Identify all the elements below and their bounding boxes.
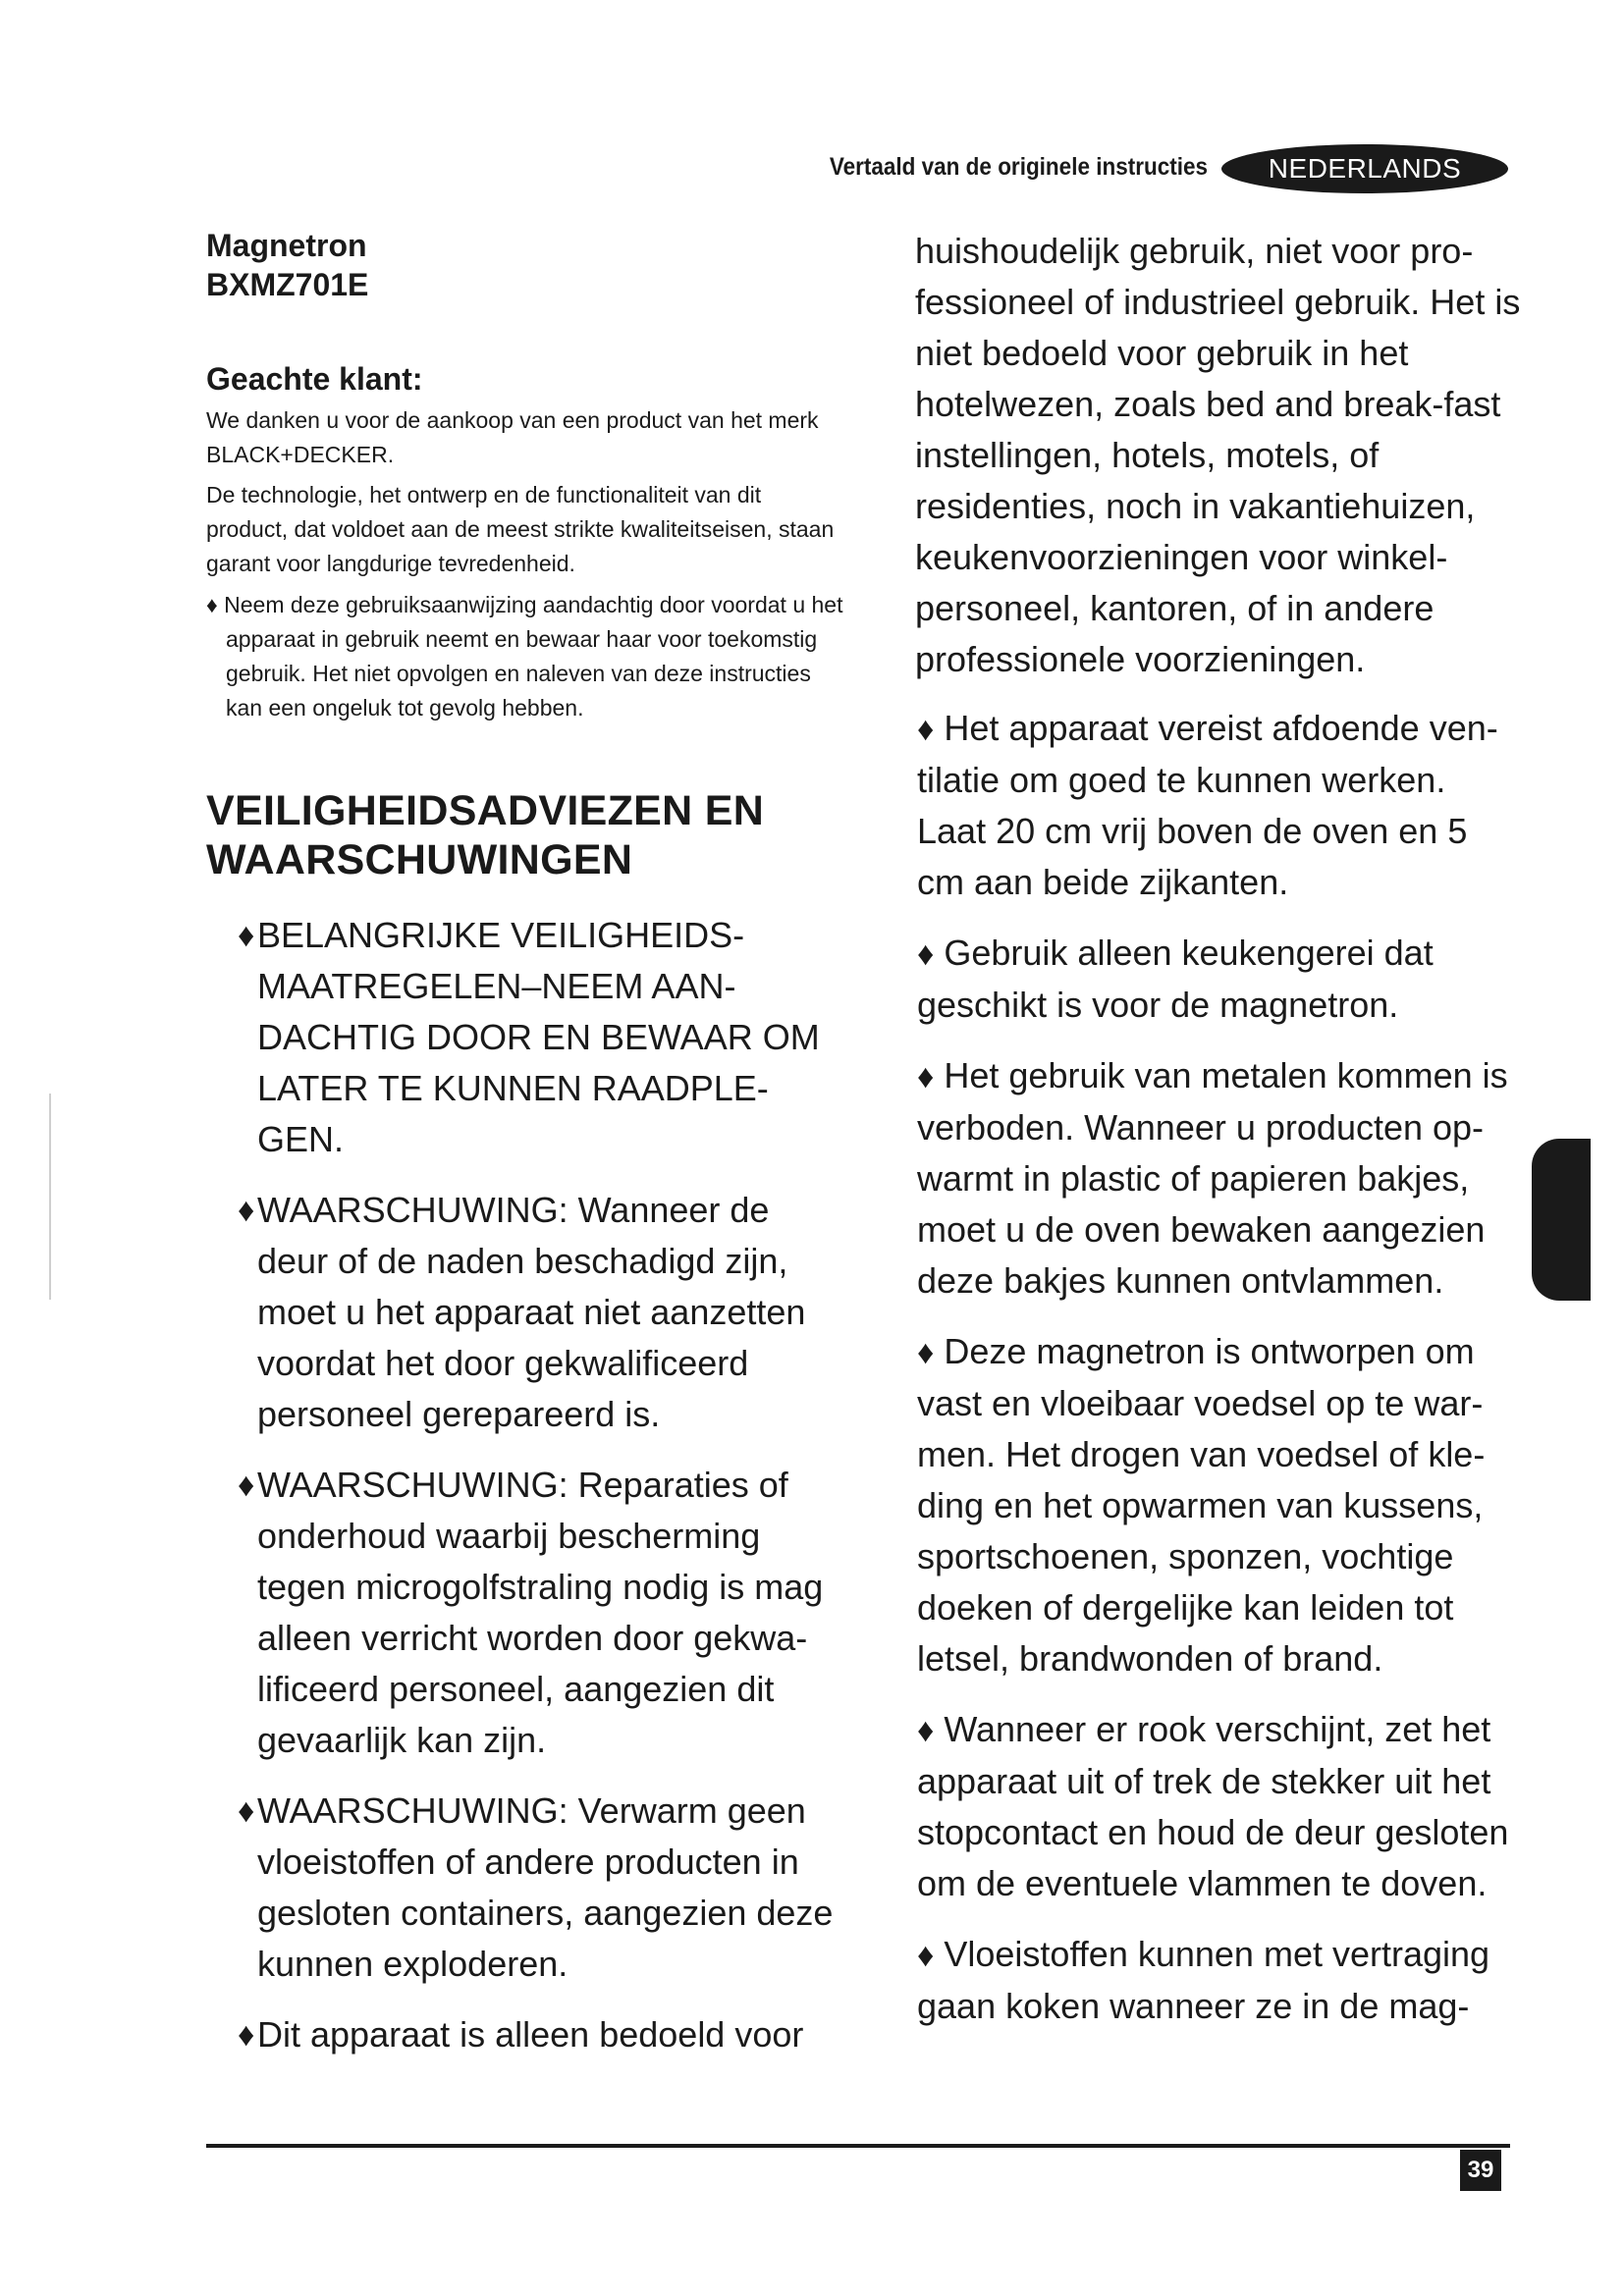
bullet-icon: ♦ bbox=[917, 935, 935, 973]
right-column bbox=[915, 226, 1524, 2052]
list-item: ♦ Het apparaat vereist afdoende ven-tilatie om goed te kunnen werken. Laat 20 cm vrij boven de oven en 5 cm aan beide zijkanten. bbox=[917, 708, 1498, 902]
safety-list-right bbox=[915, 703, 1524, 2032]
bullet-icon: ♦ bbox=[917, 1058, 935, 1095]
list-item: ♦ Vloeistoffen kunnen met vertraging gaan koken wanneer ze in de mag- bbox=[917, 1934, 1490, 2026]
language-badge: NEDERLANDS bbox=[1221, 144, 1508, 193]
bullet-icon: ♦ bbox=[917, 711, 935, 748]
bullet-icon: ♦ bbox=[917, 1334, 935, 1371]
list-item: ♦ Gebruik alleen keukengerei dat geschikt is voor de magnetron. bbox=[917, 933, 1434, 1025]
bullet-icon: ♦ bbox=[917, 1712, 935, 1749]
list-item: ♦ Deze magnetron is ontworpen om vast en vloeibaar voedsel op te war-men. Het drogen van voedsel of kle-ding en het opwarmen van kussens, sportschoenen, sponzen, vochtige doeken of dergelijke kan leiden tot letsel, brandwonden of brand. bbox=[917, 1331, 1486, 1679]
greeting-heading: Geachte klant: bbox=[206, 361, 423, 397]
bullet-icon: ♦ bbox=[238, 1192, 255, 1229]
section-tab-marker bbox=[1532, 1139, 1591, 1301]
list-item: ♦ WAARSCHUWING: Wanneer de deur of de naden beschadigd zijn, moet u het apparaat niet aanzetten voordat het door gekwalificeerd personeel gerepareerd is. bbox=[222, 1185, 844, 1440]
list-item: ♦ WAARSCHUWING: Verwarm geen vloeistoffen of andere producten in gesloten containers, aangezien deze kunnen exploderen. bbox=[222, 1786, 844, 1990]
list-item: ♦ Wanneer er rook verschijnt, zet het apparaat uit of trek de stekker uit het stopcontact en houd de deur gesloten om de eventuele vlammen te doven. bbox=[917, 1709, 1509, 1903]
bullet-icon: ♦ bbox=[206, 592, 218, 617]
list-item: ♦ WAARSCHUWING: Reparaties of onderhoud waarbij bescherming tegen microgolfstraling nodig is mag alleen verricht worden door gekwa-lificeerd personeel, aangezien dit gevaarlijk kan zijn. bbox=[222, 1460, 844, 1766]
bullet-icon: ♦ bbox=[238, 917, 255, 954]
section-title: VEILIGHEIDSADVIEZEN EN WAARSCHUWINGEN bbox=[206, 787, 765, 883]
product-name: Magnetron bbox=[206, 228, 367, 263]
bullet-icon: ♦ bbox=[238, 1467, 255, 1504]
continued-paragraph: huishoudelijk gebruik, niet voor pro-fessioneel of industrieel gebruik. Het is niet bedoeld voor gebruik in het hotelwezen, zoals bed and break-fast instellingen, hotels, motels, of residenties, noch in vakantiehuizen, keukenvoorzieningen voor winkel-personeel, kantoren, of in andere professionele voorzieningen. bbox=[915, 231, 1521, 679]
product-model: BXMZ701E bbox=[206, 267, 369, 302]
page-number: 39 bbox=[1460, 2150, 1501, 2191]
list-item: ♦ Het gebruik van metalen kommen is verboden. Wanneer u producten op-warmt in plastic of papieren bakjes, moet u de oven bewaken aangezien deze bakjes kunnen ontvlammen. bbox=[917, 1055, 1508, 1301]
margin-rule bbox=[49, 1094, 51, 1300]
bullet-icon: ♦ bbox=[238, 2016, 255, 2054]
list-item: ♦ Dit apparaat is alleen bedoeld voor bbox=[222, 2009, 844, 2060]
safety-list-left bbox=[222, 910, 844, 2060]
list-item: ♦ BELANGRIJKE VEILIGHEIDS-MAATREGELEN–NEEM AAN-DACHTIG DOOR EN BEWAAR OM LATER TE KUNNEN RAADPLE-GEN. bbox=[222, 910, 844, 1165]
left-column bbox=[206, 226, 844, 2080]
intro-paragraph: De technologie, het ontwerp en de functionaliteit van dit product, dat voldoet aan de meest strikte kwaliteitseisen, staan garant voor langdurige tevredenheid. bbox=[206, 482, 835, 576]
bullet-icon: ♦ bbox=[238, 1792, 255, 1830]
intro-bullet-text: Neem deze gebruiksaanwijzing aandachtig door voordat u het apparaat in gebruik neemt en bewaar haar voor toekomstig gebruik. Het niet opvolgen en naleven van deze instructies kan een ongeluk tot gevolg hebben. bbox=[224, 592, 843, 721]
intro-paragraph: We danken u voor de aankoop van een product van het merk BLACK+DECKER. bbox=[206, 407, 819, 467]
translation-note: Vertaald van de originele instructies bbox=[829, 153, 1208, 181]
bullet-icon: ♦ bbox=[917, 1937, 935, 1974]
intro-bullet bbox=[206, 588, 844, 725]
footer-rule bbox=[206, 2144, 1510, 2148]
